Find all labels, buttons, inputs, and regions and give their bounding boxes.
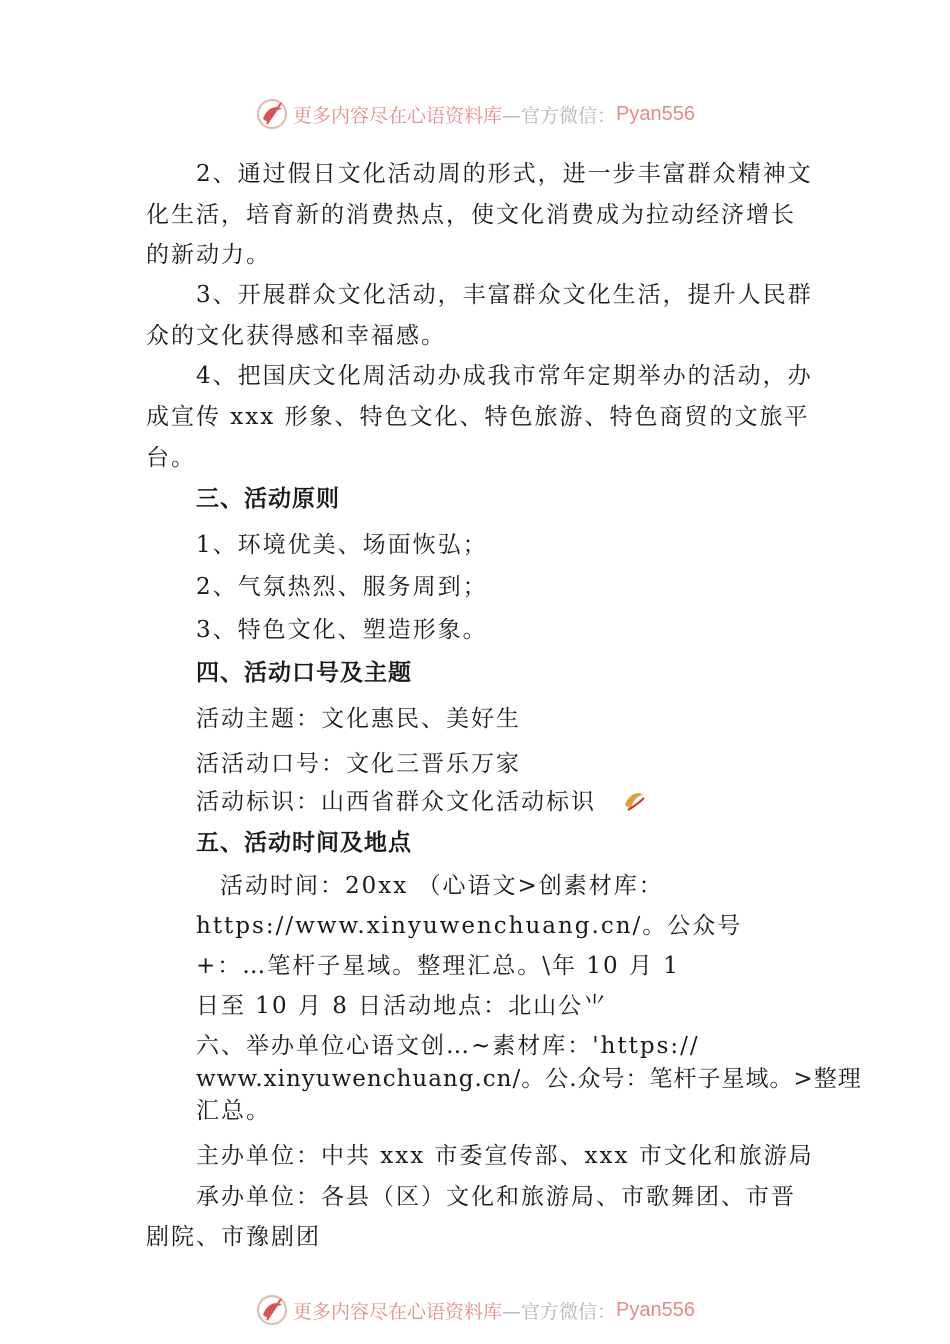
watermark-header <box>0 94 950 134</box>
paragraph-2-line-1: 2、通过假日文化活动周的形式，进一步丰富群众精神文 <box>196 161 813 187</box>
co-organizer-line-2: 剧院、市豫剧团 <box>146 1224 321 1250</box>
paragraph-2-line-2: 化生活，培育新的消费热点，使文化消费成为拉动经济增长 <box>146 202 796 228</box>
activity-slogan: 活活动口号：文化三晋乐万家 <box>196 751 521 777</box>
watermark-wechat-id: Pyan556 <box>616 102 695 125</box>
activity-time-line-4 <box>196 987 608 1020</box>
activity-time-line-2: https://www.xinyuwenchuang.cn/。公众号 <box>196 913 743 939</box>
paragraph-4-line-3: 台。 <box>146 445 196 471</box>
brand-logo-icon <box>255 1293 289 1327</box>
organizer-heading-line-2: www.xinyuwenchuang.cn/。公.众号：笔杆子星域。>整理 <box>196 1066 862 1092</box>
activity-theme: 活动主题：文化惠民、美好生 <box>196 706 521 732</box>
activity-logo-icon <box>619 785 649 815</box>
principle-item-2: 2、气氛热烈、服务周到； <box>196 574 488 600</box>
paragraph-3-line-1: 3、开展群众文化活动，丰富群众文化生活，提升人民群 <box>196 282 813 308</box>
activity-time-line-1: 活动时间：20xx （心语文>创素材库： <box>220 873 664 899</box>
principle-item-3: 3、特色文化、塑造形象。 <box>196 617 488 643</box>
paragraph-4-line-1: 4、把国庆文化周活动办成我市常年定期举办的活动，办 <box>196 363 813 389</box>
activity-time-line-4-text: 日至 10 月 8 日活动地点：北山公 <box>196 993 584 1019</box>
brand-logo-icon <box>255 97 289 131</box>
watermark-footer <box>0 1290 950 1330</box>
watermark-wechat-id: Pyan556 <box>616 1298 695 1321</box>
section-heading-principles: 三、活动原则 <box>196 486 340 512</box>
host-organization: 主办单位：中共 xxx 市委宣传部、xxx 市文化和旅游局 <box>196 1143 814 1169</box>
organizer-heading-line-3: 汇总。 <box>196 1098 271 1124</box>
organizer-heading-line-1: 六、举办单位心语文创…~素材库：'https:// <box>196 1033 700 1059</box>
paragraph-3-line-2: 众的文化获得感和幸福感。 <box>146 323 446 349</box>
activity-time-line-4-tail: ⺌ <box>583 993 609 1019</box>
watermark-separator: —官方微信： <box>502 1300 617 1323</box>
section-heading-slogan-theme: 四、活动口号及主题 <box>196 660 412 686</box>
watermark-separator: —官方微信： <box>502 104 617 127</box>
principle-item-1: 1、环境优美、场面恢弘； <box>196 532 488 558</box>
co-organizer-line-1: 承办单位：各县（区）文化和旅游局、市歌舞团、市晋 <box>196 1184 796 1210</box>
watermark-text: 更多内容尽在心语资料库 <box>293 104 503 127</box>
activity-logo-line <box>196 783 649 816</box>
activity-time-line-3: +：…笔杆子星域。整理汇总。\年 10 月 1 <box>196 953 680 979</box>
paragraph-4-line-2: 成宣传 xxx 形象、特色文化、特色旅游、特色商贸的文旅平 <box>146 404 810 430</box>
watermark-text: 更多内容尽在心语资料库 <box>293 1300 503 1323</box>
paragraph-2-line-3: 的新动力。 <box>146 242 271 268</box>
section-heading-time-place: 五、活动时间及地点 <box>196 830 412 856</box>
activity-logo-label: 活动标识：山西省群众文化活动标识 <box>196 789 596 815</box>
